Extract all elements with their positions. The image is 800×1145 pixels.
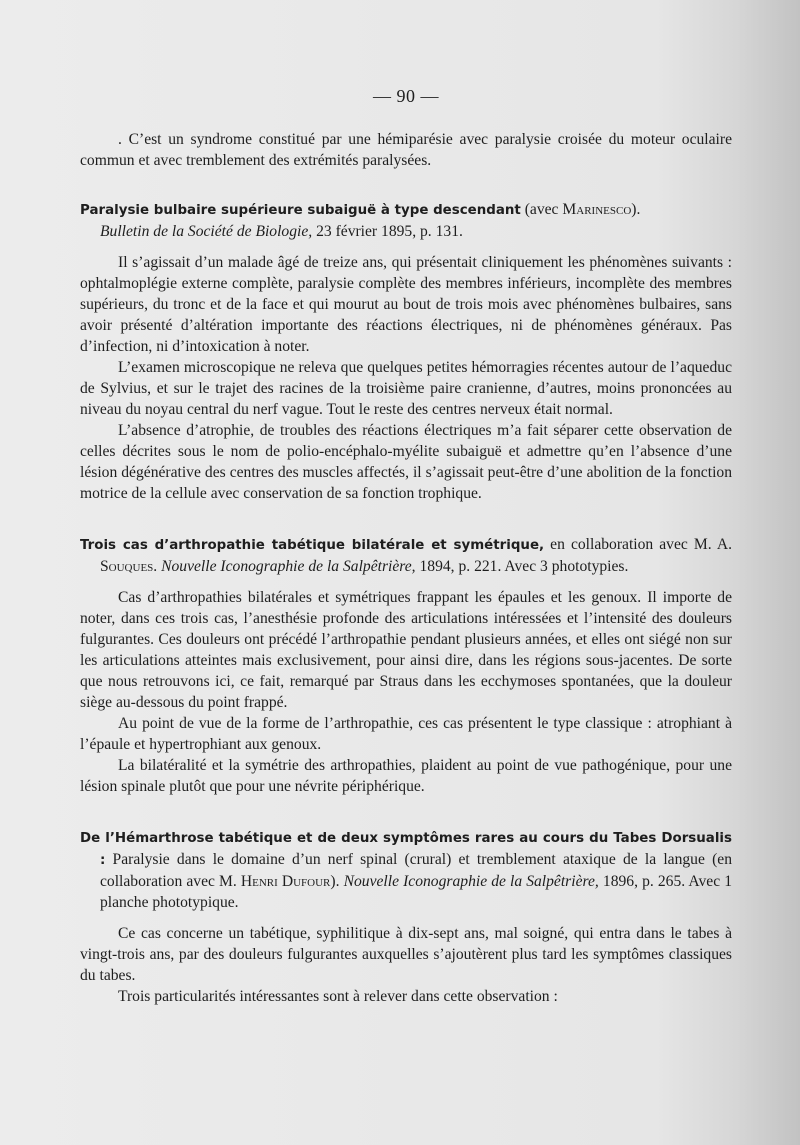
page-number: — 90 — [373, 86, 439, 106]
section1-journal: Bulletin de la Société de Biologie, [100, 223, 313, 240]
section2-paragraph: Cas d’arthropathies bilatérales et symétriques frappant les épaules et les genoux. Il importe de noter, dans ces trois cas, l’anesthésie profonde des articulations intéressées et l’intensité des douleurs fulgurantes. Ces douleurs ont précédé l’arthropathie pendant plusieurs années, et elles ont siégé non sur les articulations atteintes mais exclusivement, pour ainsi dire, dans les régions sous-jacentes. De sorte que nous retrouvons ici, ce fait, remarqué par Straus dans les ecchymoses spontanées, que la douleur siège au-dessous du point frappé. [80, 589, 732, 711]
intro-paragraph: . C’est un syndrome constitué par une hémiparésie avec paralysie croisée du moteur oculaire commun et avec tremblement des extrémités paralysées. [80, 131, 732, 169]
section3-heading [80, 827, 732, 913]
section2-collab-post: . [153, 558, 162, 575]
section3-collab-post: ). [330, 873, 344, 890]
section1-ref: 23 février 1895, p. 131. [312, 223, 463, 240]
section3-title: De l’Hémarthrose tabétique et de deux symptômes rares au cours du Tabes Dorsualis : [80, 831, 732, 868]
section3-collab-name: Henri Dufour [240, 873, 331, 890]
section1-title: Paralysie bulbaire supérieure subaiguë à type descendant [80, 203, 521, 218]
section1-heading [80, 199, 732, 242]
section3-desc: Paralysie dans le domaine d’un nerf spinal (crural) et tremblement ataxique de la langue (en collaboration avec M. [100, 851, 732, 890]
section2-title: Trois cas d’arthropathie tabétique bilatérale et symétrique, [80, 538, 545, 553]
document-page [80, 86, 732, 1007]
section2-journal: Nouvelle Iconographie de la Salpêtrière, [161, 558, 416, 575]
section2-ref: 1894, p. 221. Avec 3 phototypies. [415, 558, 629, 575]
section3-paragraph: Ce cas concerne un tabétique, syphilitique à dix-sept ans, mal soigné, qui entra dans le tabes à vingt-trois ans, par des douleurs fulgurantes auxquelles s’ajoutèrent plus tard les symptômes classiques du tabes. [80, 925, 732, 984]
section3-journal: Nouvelle Iconographie de la Salpêtrière, [343, 873, 599, 890]
section2-paragraph: La bilatéralité et la symétrie des arthropathies, plaident au point de vue pathogénique, pour une lésion spinale plutôt que pour une névrite périphérique. [80, 757, 732, 795]
section1-paragraph: L’absence d’atrophie, de troubles des réactions électriques m’a fait séparer cette observation de celles décrites sous le nom de polio-encéphalo-myélite subaiguë et admettre qu’en l’absence d’une lésion dégénérative des centres des muscles affectés, il s’agissait peut-être d’une abolition de la fonction motrice de la cellule avec conservation de sa fonction trophique. [80, 422, 732, 502]
section2-heading [80, 534, 732, 577]
section1-paragraph: Il s’agissait d’un malade âgé de treize ans, qui présentait cliniquement les phénomènes suivants : ophtalmoplégie externe complète, paralysie complète des membres inférieurs, incomplète des membres supérieurs, du tronc et de la face et qui mourut au bout de trois mois avec phénomènes bulbaires, sans avoir présenté d’altération importante des réactions électriques, ni de phénomènes généraux. Pas d’infection, ni d’intoxication à noter. [80, 254, 732, 355]
section2-collab-pre: en collaboration avec M. A. [544, 536, 732, 553]
section3-paragraph: Trois particularités intéressantes sont à relever dans cette observation : [118, 988, 558, 1005]
section2-paragraph: Au point de vue de la forme de l’arthropathie, ces cas présentent le type classique : atrophiant à l’épaule et hypertrophiant aux genoux. [80, 715, 732, 753]
section2-collab-name: Souques [100, 558, 154, 575]
section1-collab-pre: (avec [520, 201, 563, 218]
section1-paragraph: L’examen microscopique ne releva que quelques petites hémorragies récentes autour de l’aqueduc de Sylvius, et sur le trajet des racines de la troisième paire cranienne, d’autres, moins prononcées au niveau du noyau central du nerf vague. Tout le reste des centres nerveux était normal. [80, 359, 732, 418]
section3-ref: 1896, p. 265. Avec 1 planche phototypique. [100, 873, 732, 911]
section1-collab-name: Marinesco [562, 201, 632, 218]
section1-collab-post: ). [631, 201, 641, 218]
